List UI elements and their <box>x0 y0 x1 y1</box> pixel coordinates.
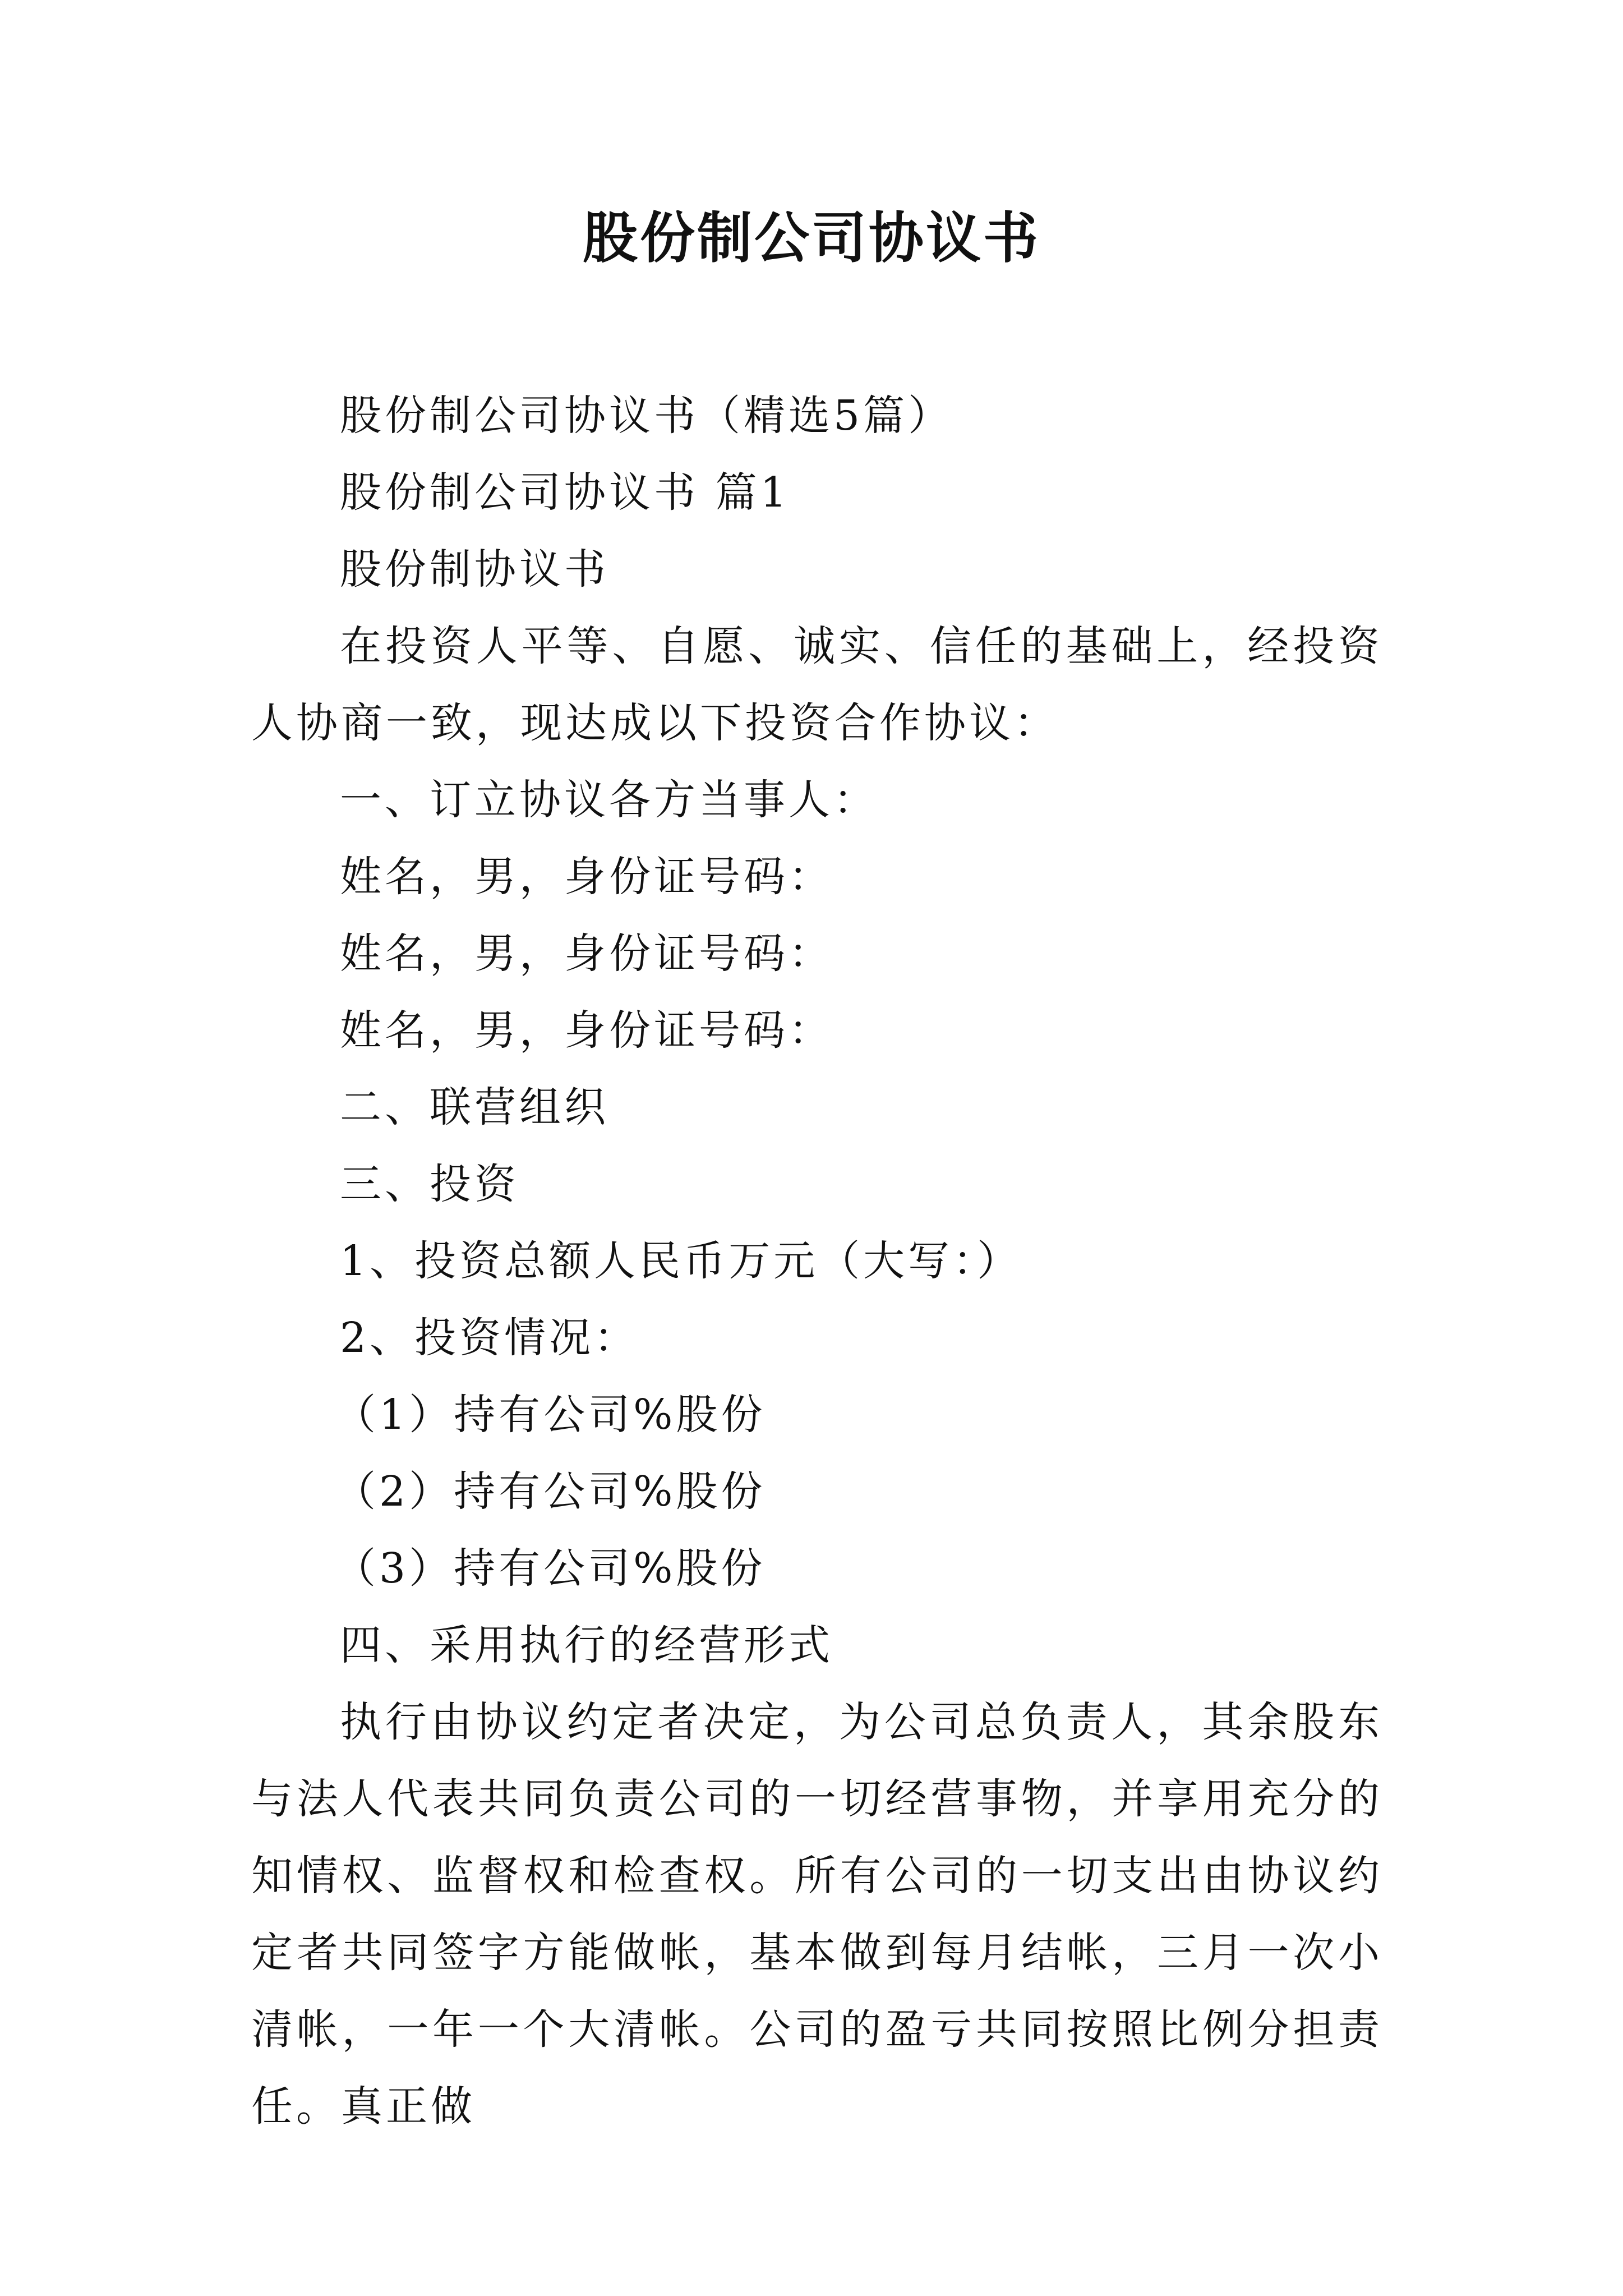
section-1-heading: 一、订立协议各方当事人： <box>340 776 878 824</box>
document-title: 股份制公司协议书 <box>582 206 1040 270</box>
preamble-paragraph: 在投资人平等、自愿、诚实、信任的基础上，经投资人协商一致，现达成以下投资合作协议： <box>251 622 1383 747</box>
party-line: 姓名，男，身份证号码： <box>340 1006 833 1055</box>
subtitle-line: 股份制公司协议书（精选5篇） <box>340 392 953 440</box>
holding-line: （2）持有公司%股份 <box>334 1467 766 1516</box>
agreement-name: 股份制协议书 <box>340 545 609 593</box>
holding-line: （1）持有公司%股份 <box>334 1391 766 1439</box>
investment-status-line: 2、投资情况： <box>340 1314 639 1362</box>
holding-line: （3）持有公司%股份 <box>334 1544 766 1593</box>
investment-total-line: 1、投资总额人民币万元（大写：） <box>340 1237 1022 1285</box>
section-4-paragraph: 执行由协议约定者决定，为公司总负责人，其余股东与法人代表共同负责公司的一切经营事物，并享用充分的知情权、监督权和检查权。所有公司的一切支出由协议约定者共同签字方能做帐，基本做到每月结帐，三月一次小清帐，一年一个大清帐。公司的盈亏共同按照比例分担责任。真正做 <box>251 1698 1383 2131</box>
party-line: 姓名，男，身份证号码： <box>340 853 833 901</box>
section-3-heading: 三、投资 <box>340 1160 519 1208</box>
section-4-heading: 四、采用执行的经营形式 <box>340 1621 833 1669</box>
document-body <box>251 378 1383 2145</box>
party-line: 姓名，男，身份证号码： <box>340 930 833 978</box>
section-2-heading: 二、联营组织 <box>340 1083 609 1131</box>
article-heading: 股份制公司协议书 篇1 <box>340 468 790 517</box>
